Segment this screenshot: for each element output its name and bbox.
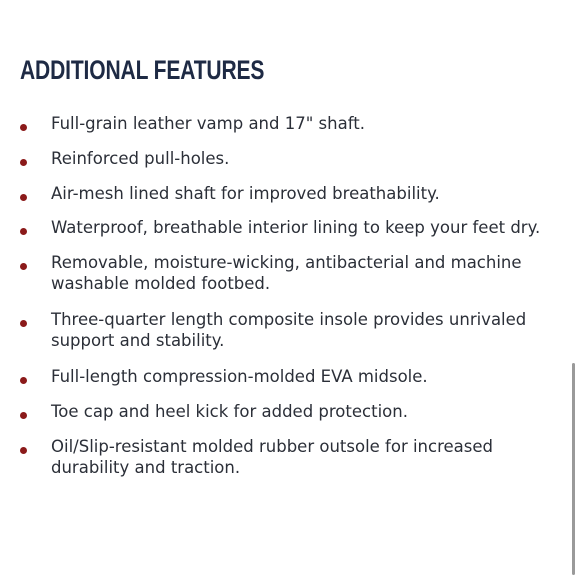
feature-text: Reinforced pull-holes. <box>51 149 230 168</box>
bullet-icon <box>20 263 27 270</box>
feature-text: Toe cap and heel kick for added protection. <box>51 402 408 421</box>
bullet-icon <box>20 159 27 166</box>
scrollbar[interactable] <box>572 363 575 575</box>
feature-text: Full-grain leather vamp and 17" shaft. <box>51 114 365 133</box>
bullet-icon <box>20 228 27 235</box>
feature-text: Waterproof, breathable interior lining to keep your feet dry. <box>51 218 541 237</box>
bullet-icon <box>20 194 27 201</box>
bullet-icon <box>20 320 27 327</box>
feature-text: Full-length compression-molded EVA midsole. <box>51 367 428 386</box>
feature-text: Three-quarter length composite insole provides unrivaled support and stability. <box>51 310 527 350</box>
section-title: ADDITIONAL FEATURES <box>20 55 265 85</box>
bullet-icon <box>20 447 27 454</box>
bullet-icon <box>20 124 27 131</box>
feature-text: Removable, moisture-wicking, antibacterial and machine washable molded footbed. <box>51 253 522 293</box>
bullet-icon <box>20 377 27 384</box>
feature-text: Oil/Slip-resistant molded rubber outsole for increased durability and traction. <box>51 437 493 477</box>
bullet-icon <box>20 412 27 419</box>
feature-text: Air-mesh lined shaft for improved breathability. <box>51 184 440 203</box>
